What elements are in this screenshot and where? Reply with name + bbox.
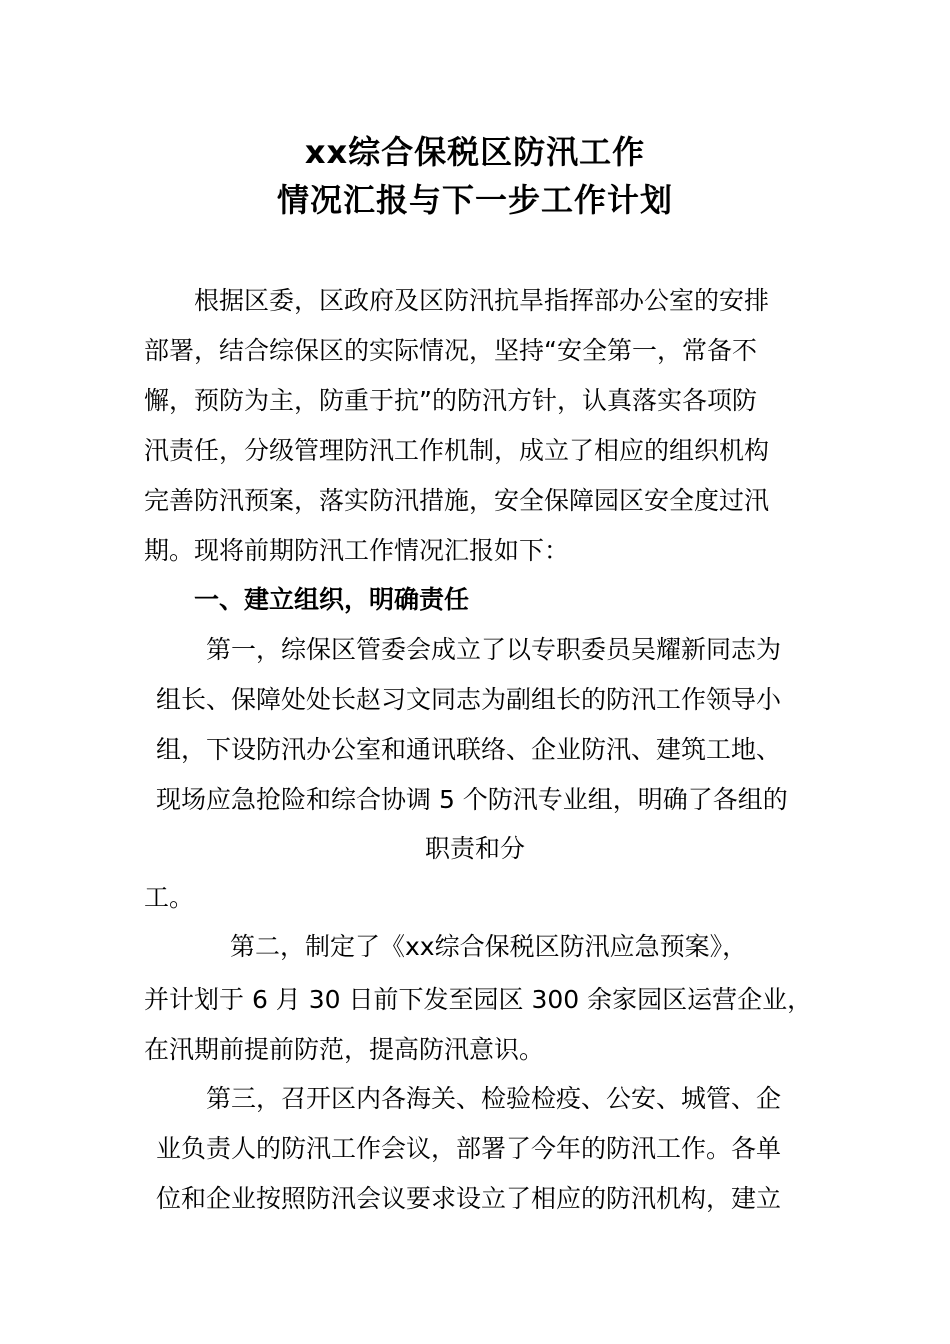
intro-line: 部署，结合综保区的实际情况，坚持“安全第一，常备不: [144, 336, 757, 365]
intro-line: 汛责任，分级管理防汛工作机制，成立了相应的组织机构: [144, 436, 770, 465]
section-heading: 一、建立组织，明确责任: [194, 585, 470, 614]
paragraph-line: 组长、保障处处长赵习文同志为副组长的防汛工作领导小: [156, 685, 782, 714]
intro-line: 懈，预防为主，防重于抗”的防汛方针，认真落实各项防: [144, 386, 757, 415]
paragraph-line: 第三，召开区内各海关、检验检疫、公安、城管、企: [206, 1084, 782, 1113]
paragraph-line: 工。: [144, 883, 195, 912]
title-line-1: xx综合保税区防汛工作: [304, 133, 646, 171]
paragraph-line: 第二，制定了《xx综合保税区防汛应急预案》，: [230, 932, 748, 961]
intro-line: 完善防汛预案，落实防汛措施，安全保障园区安全度过汛: [144, 486, 770, 515]
paragraph-line: 职责和分: [424, 834, 525, 863]
paragraph-line: 并计划于 6 月 30 日前下发至园区 300 余家园区运营企业，: [144, 985, 813, 1014]
paragraph-line: 业负责人的防汛工作会议，部署了今年的防汛工作。各单: [156, 1134, 782, 1163]
intro-line: 根据区委，区政府及区防汛抗旱指挥部办公室的安排: [194, 286, 770, 315]
paragraph-line: 在汛期前提前防范，提高防汛意识。: [144, 1035, 545, 1064]
paragraph-line: 第一，综保区管委会成立了以专职委员吴耀新同志为: [206, 635, 782, 664]
paragraph-line: 现场应急抢险和综合协调 5 个防汛专业组，明确了各组的: [156, 785, 788, 814]
title-line-2: 情况汇报与下一步工作计划: [276, 181, 673, 219]
intro-line: 期。现将前期防汛工作情况汇报如下：: [144, 536, 570, 565]
paragraph-line: 组，下设防汛办公室和通讯联络、企业防汛、建筑工地、: [156, 735, 782, 764]
paragraph-line: 位和企业按照防汛会议要求设立了相应的防汛机构，建立: [156, 1184, 782, 1213]
document-title: [0, 128, 950, 224]
